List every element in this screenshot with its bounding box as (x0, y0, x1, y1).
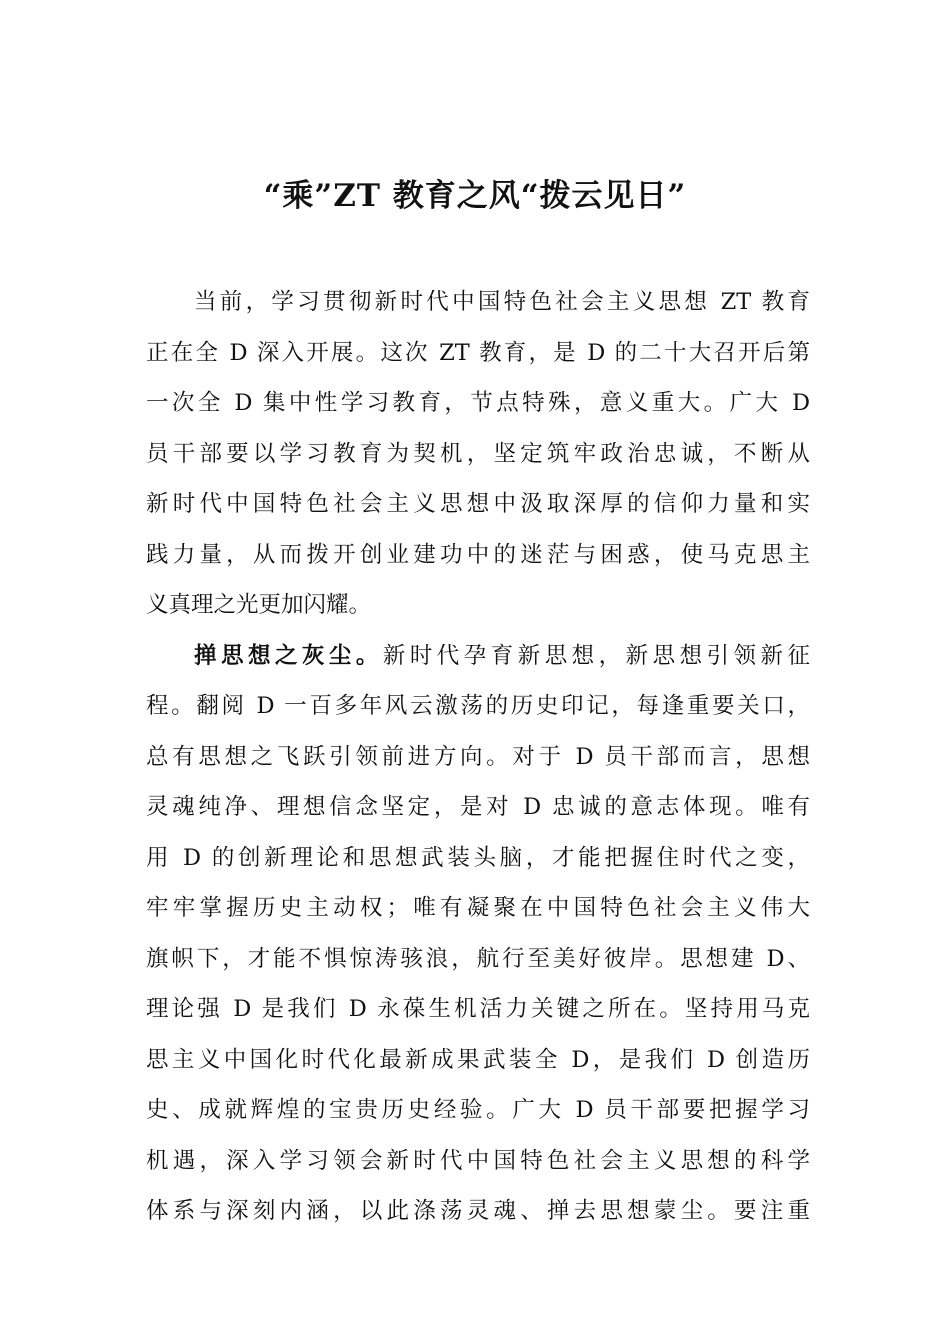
paragraph-2-line-10: 史、成就辉煌的宝贵历史经验。广大 D 员干部要把握学习 (146, 1097, 810, 1123)
paragraph-2-line-5: 用 D 的创新理论和思想武装头脑，才能把握住时代之变， (146, 844, 810, 871)
paragraph-1-line-1: 当前，学习贯彻新时代中国特色社会主义思想 ZT 教育 (194, 289, 810, 315)
document-body (146, 277, 810, 1237)
paragraph-1-line-2: 正在全 D 深入开展。这次 ZT 教育，是 D 的二十大召开后第 (146, 339, 810, 366)
paragraph-2-line-3: 总有思想之飞跃引领前进方向。对于 D 员干部而言，思想 (146, 743, 810, 770)
paragraph-1-line-3: 一次全 D 集中性学习教育，节点特殊，意义重大。广大 D (146, 390, 810, 416)
paragraph-2-line-1 (146, 631, 810, 682)
paragraph-2-line-12: 体系与深刻内涵，以此涤荡灵魂、掸去思想蒙尘。要注重 (146, 1198, 810, 1224)
paragraph-2-line-2: 程。翻阅 D 一百多年风云激荡的历史印记，每逢重要关口， (146, 693, 810, 719)
paragraph-2-line-9: 思主义中国化时代化最新成果武装全 D，是我们 D 创造历 (146, 1046, 810, 1073)
document-title: “乘”ZT 教育之风“拨云见日” (263, 178, 687, 214)
paragraph-2-lead: 掸思想之灰尘。 (194, 642, 383, 669)
paragraph-2-line-7: 旗帜下，才能不惧惊涛骇浪，航行至美好彼岸。思想建 D、 (146, 945, 810, 972)
paragraph-2-line-6: 牢牢掌握历史主动权；唯有凝聚在中国特色社会主义伟大 (146, 895, 810, 921)
paragraph-1-line-5: 新时代中国特色社会主义思想中汲取深厚的信仰力量和实 (146, 491, 810, 517)
paragraph-2-line-11: 机遇，深入学习领会新时代中国特色社会主义思想的科学 (146, 1147, 810, 1174)
paragraph-1-line-7: 义真理之光更加闪耀。 (146, 592, 372, 618)
paragraph-2-line-4: 灵魂纯净、理想信念坚定，是对 D 忠诚的意志体现。唯有 (146, 794, 810, 820)
paragraph-2-line-1-text: 新时代孕育新思想，新思想引领新征 (382, 642, 810, 669)
paragraph-1-line-6: 践力量，从而拨开创业建功中的迷茫与困惑，使马克思主 (146, 541, 810, 568)
paragraph-2-line-8: 理论强 D 是我们 D 永葆生机活力关键之所在。坚持用马克 (146, 996, 810, 1022)
paragraph-1-line-4: 员干部要以学习教育为契机，坚定筑牢政治忠诚，不断从 (146, 440, 810, 467)
